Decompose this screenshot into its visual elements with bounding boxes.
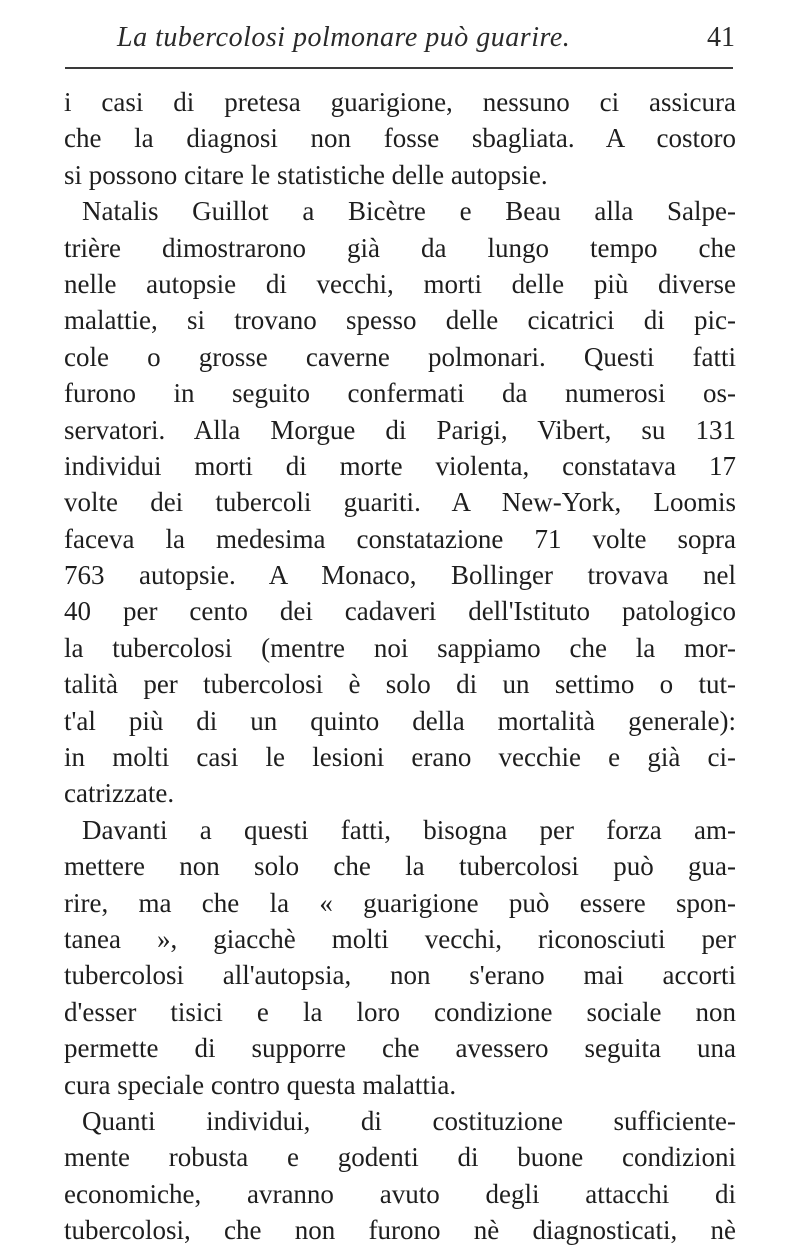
text-line: 763 autopsie. A Monaco, Bollinger trovava nel	[64, 560, 736, 591]
text-line: Davanti a questi fatti, bisogna per forza am-	[82, 814, 736, 845]
text-line: cole o grosse caverne polmonari. Questi fatti	[64, 341, 736, 372]
text-line: in molti casi le lesioni erano vecchie e già ci-	[64, 742, 736, 773]
text-line: 40 per cento dei cadaveri dell'Istituto patologico	[64, 596, 736, 627]
text-line: i casi di pretesa guarigione, nessuno ci assicura	[64, 87, 736, 117]
text-line: d'esser tisici e la loro condizione sociale non	[64, 996, 736, 1027]
text-line: che la diagnosi non fosse sbagliata. A costoro	[64, 123, 736, 154]
text-line: t'al più di un quinto della mortalità generale):	[64, 705, 736, 736]
text-line: furono in seguito confermati da numerosi os-	[64, 378, 736, 409]
header-rule	[65, 67, 733, 69]
text-line: tubercolosi all'autopsia, non s'erano mai accorti	[64, 960, 736, 991]
text-line: economiche, avranno avuto degli attacchi di	[64, 1178, 736, 1209]
text-line: tanea », giacchè molti vecchi, riconosciuti per	[64, 923, 736, 954]
text-line: servatori. Alla Morgue di Parigi, Vibert, su 131	[64, 414, 736, 445]
text-line: mettere non solo che la tubercolosi può gua-	[64, 851, 736, 882]
text-line: cura speciale contro questa malattia.	[64, 1069, 457, 1100]
text-line: talità per tubercolosi è solo di un settimo o tut-	[64, 669, 736, 700]
body-text	[64, 84, 736, 1249]
text-line: si possono citare le statistiche delle autopsie.	[64, 159, 548, 190]
text-line: trière dimostrarono già da lungo tempo che	[64, 232, 736, 263]
text-line: permette di supporre che avessero seguita una	[64, 1033, 736, 1064]
text-line: faceva la medesima constatazione 71 volte sopra	[64, 523, 736, 554]
text-line: mente robusta e godenti di buone condizioni	[64, 1142, 736, 1173]
text-line: Natalis Guillot a Bicètre e Beau alla Salpe-	[82, 196, 736, 227]
text-line: catrizzate.	[64, 778, 175, 809]
text-line: Quanti individui, di costituzione sufficiente-	[82, 1105, 736, 1136]
text-line: la tubercolosi (mentre noi sappiamo che la mor-	[64, 632, 736, 663]
text-line: tubercolosi, che non furono nè diagnosticati, nè	[64, 1215, 736, 1246]
running-title: La tubercolosi polmonare può guarire.	[117, 22, 571, 53]
text-line: rire, ma che la « guarigione può essere spon-	[64, 887, 736, 918]
text-line: nelle autopsie di vecchi, morti delle più diverse	[64, 268, 736, 299]
text-line: malattie, si trovano spesso delle cicatrici di pic-	[64, 305, 736, 336]
running-head	[65, 20, 735, 56]
text-line: individui morti di morte violenta, constatava 17	[64, 450, 736, 481]
text-line: volte dei tubercoli guariti. A New-York, Loomis	[64, 487, 736, 518]
page-number: 41	[707, 22, 735, 53]
